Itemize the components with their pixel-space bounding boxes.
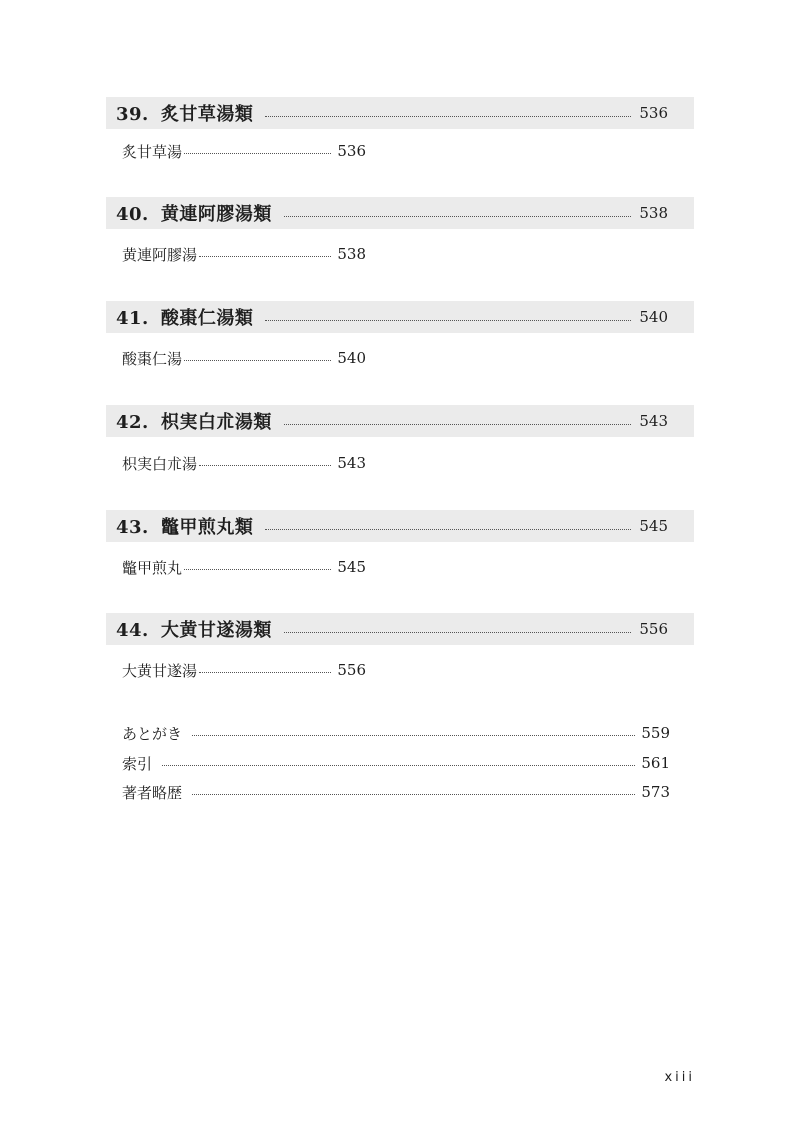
section-number: 42. (116, 412, 149, 433)
dot-leader (192, 735, 635, 736)
page-folio: xiii (664, 1070, 695, 1085)
dot-leader (199, 256, 331, 257)
dot-leader (184, 569, 331, 570)
entry-title: 枳実白朮湯 (122, 454, 198, 473)
section-title: 鼈甲煎丸類 (160, 517, 254, 538)
toc-entry[interactable] (122, 556, 366, 578)
entry-title: 鼈甲煎丸 (122, 558, 183, 577)
back-matter-page-number: 573 (641, 783, 670, 801)
section-title: 大黄甘遂湯類 (160, 620, 272, 641)
entry-page-number: 538 (337, 245, 366, 263)
section-header[interactable] (106, 613, 694, 645)
section-page-number: 540 (639, 308, 668, 326)
section-title: 黄連阿膠湯類 (160, 204, 272, 225)
entry-page-number: 540 (337, 349, 366, 367)
back-matter-title: 著者略歴 (122, 783, 183, 802)
dot-leader (184, 360, 331, 361)
toc-section (106, 97, 694, 129)
section-page-number: 556 (639, 620, 668, 638)
dot-leader (265, 320, 631, 321)
back-matter-title: あとがき (122, 724, 183, 743)
entry-page-number: 556 (337, 661, 366, 679)
dot-leader (184, 153, 331, 154)
section-title: 枳実白朮湯類 (160, 412, 272, 433)
section-title: 酸棗仁湯類 (160, 308, 254, 329)
entry-page-number: 545 (337, 558, 366, 576)
section-number: 39. (116, 104, 149, 125)
toc-entry[interactable] (122, 140, 366, 162)
dot-leader (265, 529, 631, 530)
toc-section (106, 510, 694, 542)
toc-entry[interactable] (122, 452, 366, 474)
back-matter-author-profile[interactable] (122, 781, 670, 803)
back-matter-page-number: 559 (641, 724, 670, 742)
dot-leader (284, 424, 632, 425)
back-matter-title: 索引 (122, 754, 153, 773)
entry-title: 炙甘草湯 (122, 142, 183, 161)
back-matter-afterword[interactable] (122, 722, 670, 744)
entry-title: 黄連阿膠湯 (122, 245, 198, 264)
section-heading (116, 100, 253, 126)
dot-leader (192, 794, 635, 795)
section-header[interactable] (106, 510, 694, 542)
toc-entry[interactable] (122, 243, 366, 265)
section-header[interactable] (106, 405, 694, 437)
section-title: 炙甘草湯類 (160, 104, 254, 125)
section-heading (116, 616, 272, 642)
section-heading (116, 408, 272, 434)
entry-page-number: 536 (337, 142, 366, 160)
entry-title: 酸棗仁湯 (122, 349, 183, 368)
back-matter-page-number: 561 (641, 754, 670, 772)
toc-entry[interactable] (122, 659, 366, 681)
section-page-number: 536 (639, 104, 668, 122)
section-heading (116, 200, 272, 226)
section-number: 41. (116, 308, 149, 329)
toc-section (106, 405, 694, 437)
dot-leader (199, 672, 331, 673)
section-page-number: 543 (639, 412, 668, 430)
entry-page-number: 543 (337, 454, 366, 472)
entry-title: 大黄甘遂湯 (122, 661, 198, 680)
dot-leader (265, 116, 631, 117)
section-header[interactable] (106, 197, 694, 229)
section-number: 43. (116, 517, 149, 538)
section-number: 40. (116, 204, 149, 225)
dot-leader (284, 216, 632, 217)
dot-leader (284, 632, 632, 633)
section-heading (116, 513, 253, 539)
section-number: 44. (116, 620, 149, 641)
toc-entry[interactable] (122, 347, 366, 369)
dot-leader (199, 465, 331, 466)
toc-section (106, 301, 694, 333)
dot-leader (162, 765, 635, 766)
toc-section (106, 197, 694, 229)
section-page-number: 545 (639, 517, 668, 535)
section-heading (116, 304, 253, 330)
section-page-number: 538 (639, 204, 668, 222)
section-header[interactable] (106, 301, 694, 333)
toc-section (106, 613, 694, 645)
section-header[interactable] (106, 97, 694, 129)
back-matter-index[interactable] (122, 752, 670, 774)
